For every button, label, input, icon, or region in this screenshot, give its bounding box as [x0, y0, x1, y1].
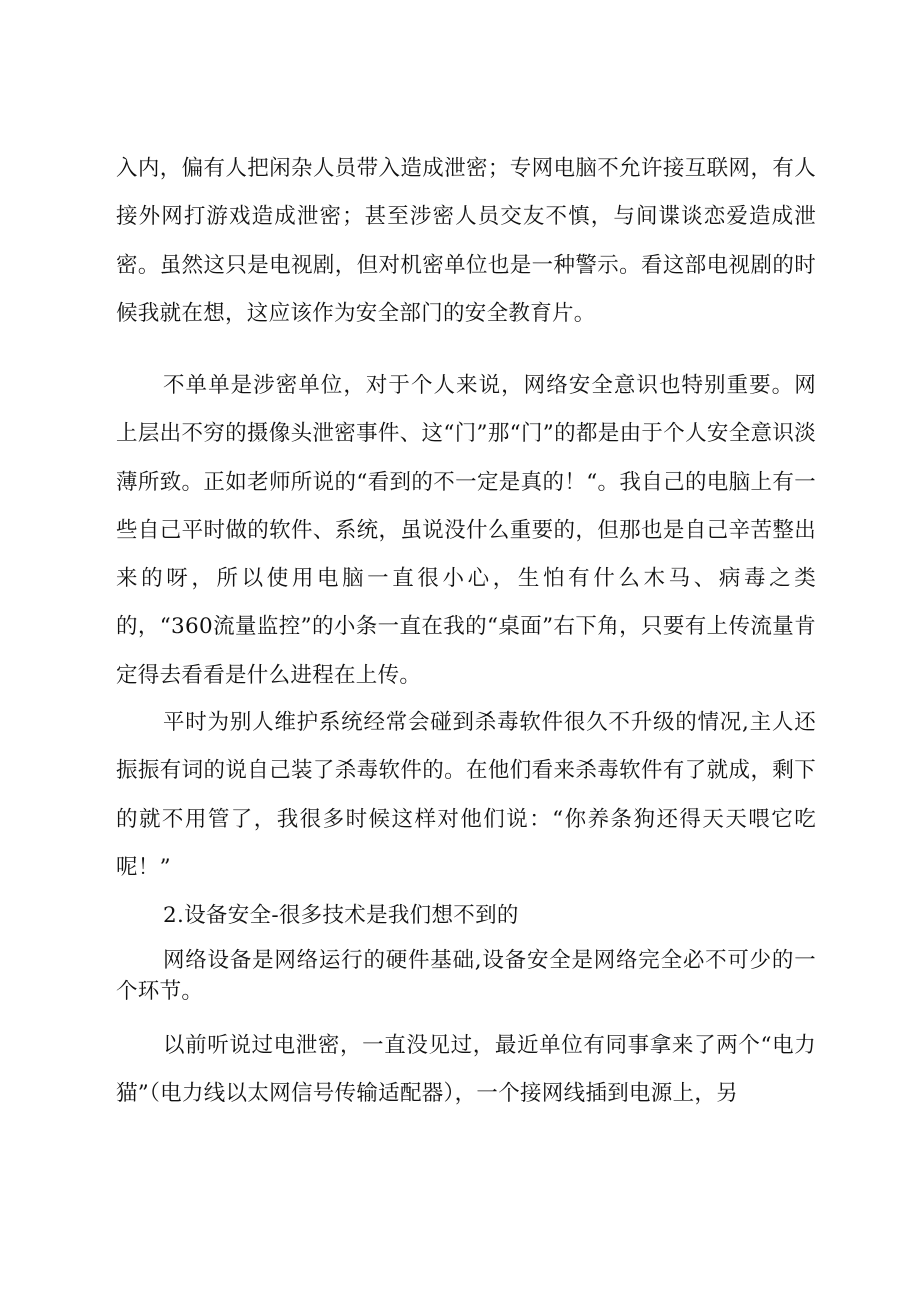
body-paragraph: 以前听说过电泄密，一直没见过，最近单位有同事拿来了两个“电力猫”（电力线以太网信号传输适配器），一个接网线插到电源上，另	[116, 1033, 816, 1107]
body-paragraph: 不单单是涉密单位，对于个人来说，网络安全意识也特别重要。网上层出不穷的摄像头泄密事件、这“门”那“门”的都是由于个人安全意识淡薄所致。正如老师所说的“看到的不一定是真的！“。我自己的电脑上有一些自己平时做的软件、系统，虽说没什么重要的，但那也是自己辛苦整出来的呀，所以使用电脑一直很小心，生怕有什么木马、病毒之类的，“360流量监控”的小条一直在我的“桌面”右下角，只要有上传流量肯定得去看看是什么进程在上传。	[116, 373, 816, 688]
body-paragraph: 网络设备是网络运行的硬件基础,设备安全是网络完全必不可少的一个环节。	[116, 948, 816, 1004]
body-paragraph: 入内，偏有人把闲杂人员带入造成泄密；专网电脑不允许接互联网，有人接外网打游戏造成泄密；甚至涉密人员交友不慎，与间谍谈恋爱造成泄密。虽然这只是电视剧，但对机密单位也是一种警示。看这部电视剧的时候我就在想，这应该作为安全部门的安全教育片。	[116, 156, 816, 326]
body-paragraph: 平时为别人维护系统经常会碰到杀毒软件很久不升级的情况,主人还振振有词的说自己装了杀毒软件的。在他们看来杀毒软件有了就成，剩下的就不用管了，我很多时候这样对他们说：“你养条狗还得天天喂它吃呢！”	[116, 710, 816, 880]
section-heading: 2.设备安全-很多技术是我们想不到的	[163, 903, 519, 928]
